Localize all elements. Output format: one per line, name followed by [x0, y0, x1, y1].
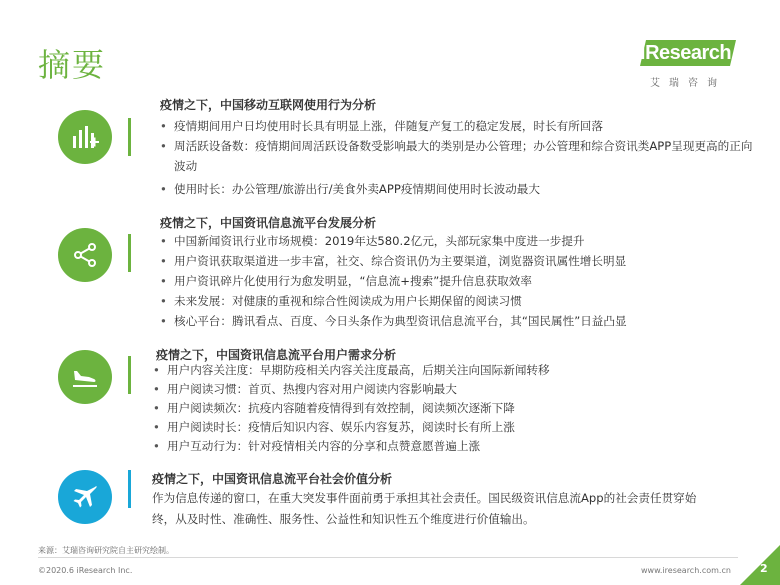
bullet-list	[153, 361, 753, 456]
section-title: 疫情之下，中国资讯信息流平台用户需求分析	[156, 348, 397, 362]
bullet-list	[160, 231, 760, 331]
copyright-text: ©2020.6 iResearch Inc.	[38, 566, 133, 575]
list-item: • 用户内容关注度：早期防疫相关内容关注度最高，后期关注向国际新闻转移	[153, 361, 753, 380]
list-item: • 使用时长：办公管理/旅游出行/美食外卖APP疫情期间使用时长波动最大	[160, 179, 760, 199]
logo-brand-text: iResearch	[640, 42, 732, 64]
bar-chart-icon	[58, 110, 112, 164]
list-item: • 用户互动行为：针对疫情相关内容的分享和点赞意愿普遍上涨	[153, 437, 753, 456]
iresearch-logo	[640, 38, 750, 94]
list-item: • 中国新闻资讯行业市场规模：2019年达580.2亿元，头部玩家集中度进一步提升	[160, 231, 760, 251]
list-item: • 用户阅读时长：疫情后知识内容、娱乐内容复苏，阅读时长有所上涨	[153, 418, 753, 437]
list-item: • 用户资讯碎片化使用行为愈发明显，“信息流+搜索”提升信息获取效率	[160, 271, 760, 291]
plane-landing-icon	[58, 350, 112, 404]
list-item: • 周活跃设备数：疫情期间周活跃设备数受影响最大的类别是办公管理；办公管理和综合资讯类APP呈现更高的正向波动	[160, 136, 759, 176]
section-title: 疫情之下，中国移动互联网使用行为分析	[160, 98, 377, 112]
page-number: 2	[760, 562, 768, 575]
logo-subtitle: 艾瑞咨询	[650, 78, 726, 89]
website-link[interactable]: www.iresearch.com.cn	[641, 566, 731, 575]
bullet-list	[160, 116, 760, 199]
airplane-icon	[58, 470, 112, 524]
list-item: • 用户资讯获取渠道进一步丰富，社交、综合资讯仍为主要渠道，浏览器资讯属性增长明显	[160, 251, 760, 271]
list-item: • 用户阅读频次：抗疫内容随着疫情得到有效控制，阅读频次逐渐下降	[153, 399, 753, 418]
section-title: 疫情之下，中国资讯信息流平台发展分析	[160, 216, 377, 230]
footer-divider	[38, 557, 738, 558]
list-item: • 疫情期间用户日均使用时长具有明显上涨，伴随复产复工的稳定发展，时长有所回落	[160, 116, 760, 136]
share-icon	[58, 228, 112, 282]
source-note: 来源：艾瑞咨询研究院自主研究绘制。	[38, 546, 174, 555]
list-item: • 核心平台：腾讯看点、百度、今日头条作为典型资讯信息流平台，其“国民属性”日益凸显	[160, 311, 760, 331]
section-divider	[128, 234, 131, 272]
section-divider	[128, 356, 131, 394]
section-divider	[128, 118, 131, 156]
section-paragraph: 作为信息传递的窗口，在重大突发事件面前勇于承担其社会责任。国民级资讯信息流App的社会责任贯穿始终，从及时性、准确性、服务性、公益性和知识性五个维度进行价值输出。	[152, 491, 697, 526]
section-title: 疫情之下，中国资讯信息流平台社会价值分析	[152, 472, 393, 486]
list-item: • 用户阅读习惯：首页、热搜内容对用户阅读内容影响最大	[153, 380, 753, 399]
page-title: 摘要	[38, 46, 107, 84]
section-divider	[128, 470, 131, 508]
list-item: • 未来发展：对健康的重视和综合性阅读成为用户长期保留的阅读习惯	[160, 291, 760, 311]
